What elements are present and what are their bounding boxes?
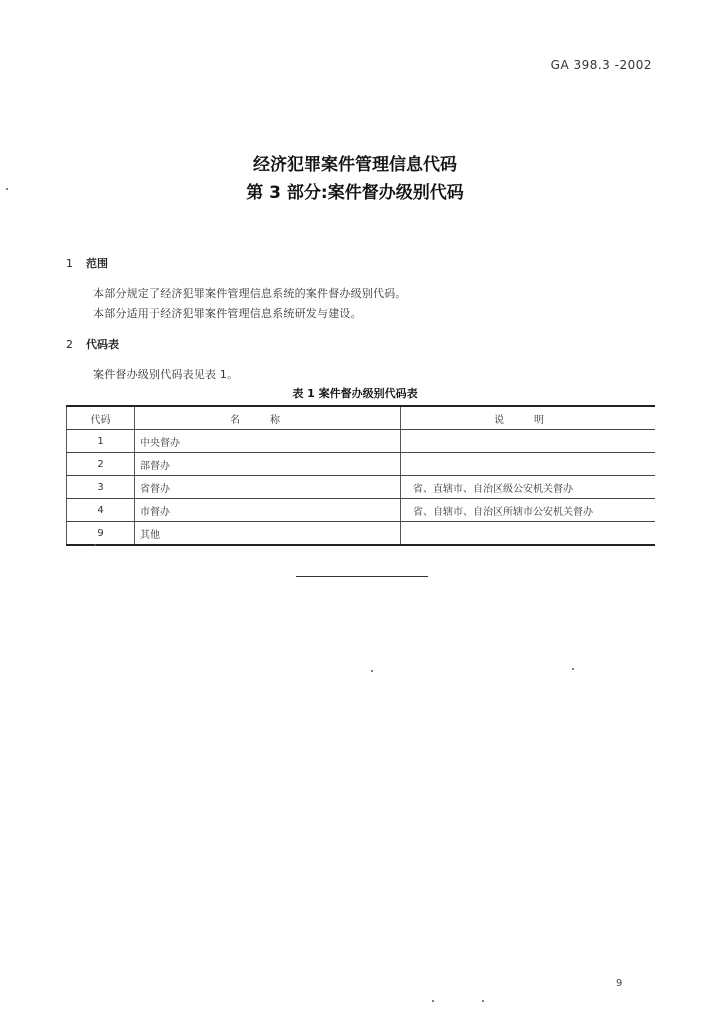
row-description (401, 430, 656, 453)
table-row (67, 430, 656, 453)
row-name: 其他 (135, 522, 401, 546)
section-1-title: 范围 (86, 257, 108, 270)
table-header-row (67, 406, 656, 430)
table-row (67, 522, 656, 546)
section-2-title: 代码表 (86, 338, 119, 351)
section-2-number: 2 (66, 338, 73, 351)
row-name: 部督办 (135, 453, 401, 476)
section-1-paragraph-1: 本部分规定了经济犯罪案件管理信息系统的案件督办级别代码。 (93, 287, 407, 300)
row-description: 省、直辖市、自治区级公安机关督办 (401, 476, 656, 499)
table-row (67, 476, 656, 499)
document-subtitle: 第 3 部分:案件督办级别代码 (246, 183, 464, 203)
section-1-paragraph-2: 本部分适用于经济犯罪案件管理信息系统研发与建设。 (93, 307, 362, 320)
row-code: 2 (67, 453, 135, 476)
scan-speck (572, 668, 574, 670)
scan-speck (432, 1000, 434, 1002)
header-name: 名称 (135, 406, 401, 430)
scan-speck (482, 1000, 484, 1002)
row-name: 中央督办 (135, 430, 401, 453)
section-2-paragraph-1: 案件督办级别代码表见表 1。 (93, 368, 239, 381)
table-row (67, 499, 656, 522)
table-row (67, 453, 656, 476)
scan-speck (6, 188, 8, 190)
end-rule (296, 576, 428, 577)
table-caption: 表 1 案件督办级别代码表 (292, 387, 418, 400)
row-description (401, 453, 656, 476)
header-code: 代码 (67, 406, 135, 430)
section-2-heading (66, 336, 119, 352)
row-name: 省督办 (135, 476, 401, 499)
row-description: 省、自辖市、自治区所辖市公安机关督办 (401, 499, 656, 522)
row-name: 市督办 (135, 499, 401, 522)
header-description: 说明 (401, 406, 656, 430)
row-code: 1 (67, 430, 135, 453)
code-table (66, 405, 655, 546)
section-1-number: 1 (66, 257, 73, 270)
row-description (401, 522, 656, 546)
scan-speck (371, 670, 373, 672)
row-code: 4 (67, 499, 135, 522)
section-1-heading (66, 255, 108, 271)
row-code: 3 (67, 476, 135, 499)
standard-number: GA 398.3 -2002 (550, 58, 652, 72)
document-title: 经济犯罪案件管理信息代码 (253, 155, 457, 175)
page-number: 9 (616, 978, 623, 989)
row-code: 9 (67, 522, 135, 546)
scan-speck (94, 544, 96, 546)
